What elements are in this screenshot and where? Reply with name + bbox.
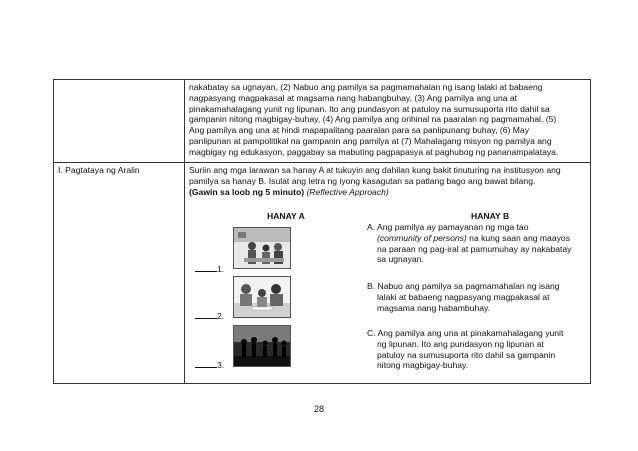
choice-a bbox=[367, 222, 599, 265]
lesson-table bbox=[53, 79, 591, 384]
page-number: 28 bbox=[313, 404, 324, 414]
choice-line: C. Ang pamilya ang una at pinakamahalagang yunit bbox=[367, 328, 564, 338]
time-limit: (Gawin sa loob ng 5 minuto) bbox=[189, 186, 305, 197]
item-number: 1. bbox=[217, 264, 225, 274]
table-row bbox=[54, 80, 591, 163]
text-line: nagpasyang magpakasal at magsama nang habangbuhay, (3) Ang pamilya ang una at bbox=[189, 92, 518, 103]
answer-blank[interactable] bbox=[195, 359, 217, 368]
choice-line: patuloy na sumusuporta rito dahil sa gampanin bbox=[377, 349, 556, 360]
list-item bbox=[195, 310, 224, 322]
choice-line: na paraan ng pag-iral at pamumuhay ay nakabatay bbox=[377, 243, 572, 254]
instruction-line bbox=[189, 187, 586, 198]
item-number: 2. bbox=[217, 311, 225, 321]
choice-line: nitong magbigay-buhay. bbox=[377, 360, 469, 371]
photo-icon bbox=[234, 326, 290, 366]
hanay-a-header: HANAY A bbox=[267, 211, 305, 221]
choice-text: na kung saan ang maayos bbox=[466, 232, 570, 243]
answer-blank[interactable] bbox=[195, 263, 217, 272]
choice-line: lalaki at babaeng nagpasyang magpakasal at bbox=[377, 291, 550, 302]
photo-icon bbox=[234, 228, 290, 268]
text-line: gampanin nitong magbigay-buhay, (4) Ang pamilya ang orihinal na paaralan ng pagmamahal, (5) bbox=[189, 114, 557, 125]
list-item bbox=[195, 359, 224, 371]
text-line: pinakamahalagang yunit ng lipunan. Ito ang pundasyon at patuloy na sumusuporta rito dahil sa bbox=[189, 103, 550, 114]
table-row bbox=[54, 163, 591, 384]
choice-line: magsama nang habambuhay. bbox=[377, 302, 491, 313]
approach: (Reflective Approach) bbox=[304, 186, 389, 197]
family-photo-2 bbox=[233, 276, 291, 318]
row-label: I. Pagtataya ng Aralin bbox=[54, 163, 185, 384]
item-number: 3. bbox=[217, 360, 225, 370]
text-line: Ang pamilya ang una at hindi mapapalitang paaralan para sa panlipunang buhay, (6) May bbox=[189, 125, 530, 136]
text-line: magbigay ng edukasyon, paggabay sa mabuting pagpapasya at paghubog ng pananampalataya. bbox=[189, 146, 559, 157]
choice-term: (community of persons) bbox=[377, 232, 467, 243]
matching-exercise bbox=[189, 165, 586, 371]
choice-c bbox=[367, 328, 599, 371]
list-item bbox=[195, 263, 224, 275]
choice-line: A. Ang pamilya ay pamayanan ng mga tao bbox=[367, 222, 529, 232]
content-cell bbox=[185, 80, 591, 163]
choice-b bbox=[367, 281, 599, 313]
row-label bbox=[54, 80, 185, 163]
text-line: nakabatay sa ugnayan, (2) Nabuo ang pamilya sa pagmamahalan ng isang lalaki at babaeng bbox=[189, 82, 543, 92]
family-photo-3 bbox=[233, 325, 291, 367]
hanay-b-header: HANAY B bbox=[471, 211, 510, 221]
text-line: panlipunan at pampolitikal na gampanin ang pamilya at (7) Mahalagang misyon ng pamilya ang bbox=[189, 135, 552, 146]
instruction-line: pamilya sa hanay B. Isulat ang letra ng iyong kasagutan sa patlang bago ang bawat bilang. bbox=[189, 175, 536, 186]
choice-line bbox=[367, 233, 599, 244]
choice-line: B. Nabuo ang pamilya sa pagmamahalan ng isang bbox=[367, 281, 560, 291]
instruction-line: Suriin ang mga larawan sa hanay A at tukuyin ang dahilan kung bakit tinuturing na institusyon ang bbox=[189, 165, 561, 175]
family-photo-1 bbox=[233, 227, 291, 269]
choice-line: sa ugnayan. bbox=[377, 254, 424, 265]
content-cell bbox=[185, 163, 591, 384]
choice-line: ng lipunan. Ito ang pundasyon ng lipunan at bbox=[377, 338, 544, 349]
photo-icon bbox=[234, 277, 290, 317]
answer-blank[interactable] bbox=[195, 310, 217, 319]
